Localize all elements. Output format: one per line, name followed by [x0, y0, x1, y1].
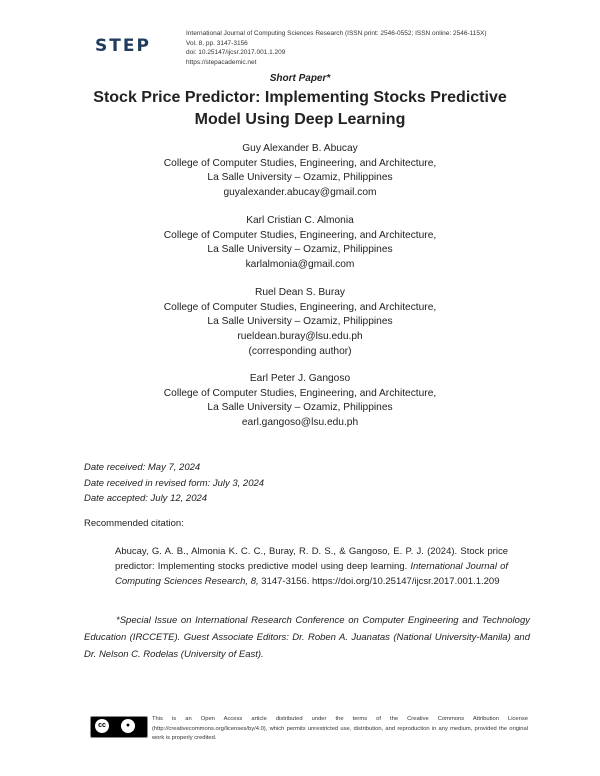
author-block [0, 372, 600, 431]
author-block [0, 214, 600, 273]
author-affiliation: La Salle University – Ozamiz, Philippines [207, 316, 393, 328]
author-affiliation: College of Computer Studies, Engineering, and Architecture, [163, 387, 437, 399]
author-email[interactable]: rueldean.buray@lsu.edu.ph [237, 331, 363, 343]
step-logo [95, 36, 175, 58]
author-affiliation: College of Computer Studies, Engineering, and Architecture, [163, 229, 437, 241]
doi-line: doi: 10.25147/ijcsr.2017.001.1.209 [186, 49, 286, 56]
recommended-citation-label: Recommended citation: [84, 518, 184, 529]
special-issue-note: *Special Issue on International Research Conference on Computer Engineering and Technology Education (IRCCETE). Guest Associate Editors: Dr. Roben A. Juanatas (National University-Manila) and Dr. Nelson C. Rodelas (University of East). [84, 615, 530, 660]
author-email[interactable]: guyalexander.abucay@gmail.com [223, 187, 377, 199]
attribution-icon: ● [121, 719, 135, 733]
citation-text [115, 545, 508, 589]
date-accepted: Date accepted: July 12, 2024 [84, 493, 208, 504]
author-name: Karl Cristian C. Almonia [246, 215, 354, 226]
author-email[interactable]: earl.gangoso@lsu.edu.ph [241, 417, 359, 429]
citation-authors: Abucay, G. A. B., Almonia K. C. C., Buray, R. D. S., & Gangoso, E. P. J. (2024). Stock price predictor: Implementing stocks predictive model using deep learning. [115, 546, 508, 572]
title-line-2: Model Using Deep Learning [194, 111, 406, 128]
author-email[interactable]: karlalmonia@gmail.com [245, 259, 355, 271]
citation-doi[interactable]: 3147-3156. https://doi.org/10.25147/ijcsr.2017.001.1.209 [258, 575, 500, 587]
author-affiliation: La Salle University – Ozamiz, Philippines [207, 402, 393, 414]
paper-type: Short Paper* [269, 73, 331, 84]
author-name: Ruel Dean S. Buray [254, 287, 346, 298]
cc-by-icon[interactable] [90, 716, 148, 738]
title-line-1: Stock Price Predictor: Implementing Stocks Predictive [93, 89, 507, 106]
author-affiliation: College of Computer Studies, Engineering, and Architecture, [163, 157, 437, 169]
volume-line: Vol. 8, pp. 3147-3156 [186, 39, 248, 47]
author-block [0, 286, 600, 360]
author-name: Earl Peter J. Gangoso [249, 373, 351, 384]
author-name: Guy Alexander B. Abucay [242, 143, 358, 154]
author-block [0, 142, 600, 201]
journal-line: International Journal of Computing Sciences Research (ISSN print: 2546-0552; ISSN online: 2546-115X) [186, 30, 487, 37]
author-affiliation: La Salle University – Ozamiz, Philippines [207, 244, 393, 256]
author-affiliation: La Salle University – Ozamiz, Philippines [207, 172, 393, 184]
citation-journal: International Journal of Computing Sciences Research, 8, [115, 560, 508, 587]
journal-header [186, 29, 487, 67]
date-revised: Date received in revised form: July 3, 2024 [84, 477, 265, 489]
cc-icon: cc [95, 719, 109, 733]
url-line[interactable]: https://stepacademic.net [186, 58, 257, 66]
author-affiliation: College of Computer Studies, Engineering, and Architecture, [163, 301, 437, 313]
date-received: Date received: May 7, 2024 [84, 462, 201, 473]
paper-title [0, 87, 600, 131]
logo-text: STEP [95, 36, 151, 56]
dates-block [84, 460, 264, 507]
corresponding-note: (corresponding author) [248, 345, 352, 357]
license-text: This is an Open Access article distributed under the terms of the Creative Commons Attribution License (http://creativecommons.org/licenses/by/4.0), which permits unrestricted use, distribution, and reproduction in any medium, provided the original work is properly credited. [152, 716, 528, 741]
